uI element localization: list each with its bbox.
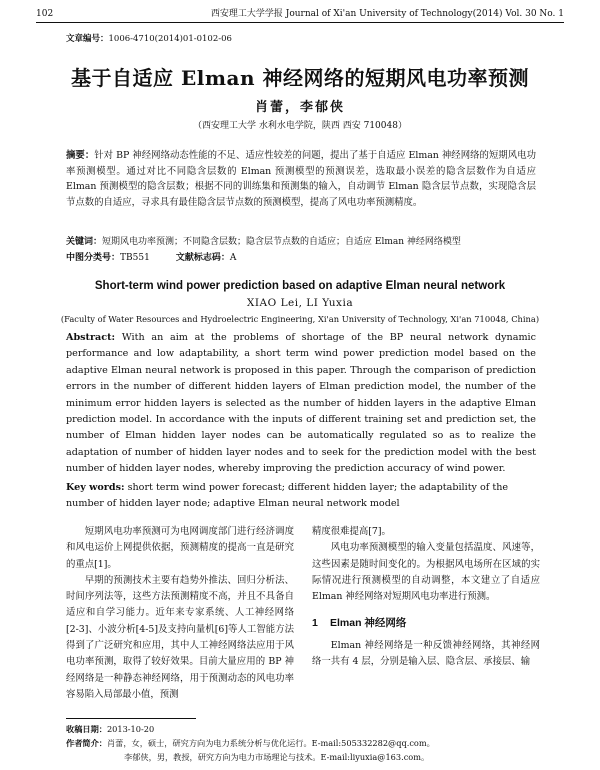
- english-affiliation: (Faculty of Water Resources and Hydroelectric Engineering, Xi'an University of Technology, Xi'an 710048, China): [60, 314, 540, 324]
- author-bio-label: 作者简介：: [66, 738, 107, 748]
- english-keywords-label: Key words:: [66, 482, 125, 493]
- chinese-affiliation: （西安理工大学 水利水电学院，陕西 西安 710048）: [193, 121, 407, 131]
- body-right-column: [312, 524, 540, 670]
- header-rule: [36, 22, 564, 23]
- received-value: 2013-10-20: [106, 724, 155, 734]
- author-bio-2: 李郁侠，男，教授，研究方向为电力市场理论与技术。E-mail:liyuxia@163.com。: [124, 752, 430, 762]
- doc-code-value: A: [229, 253, 237, 263]
- body-paragraph-continued: 精度很难提高[7]。: [312, 526, 391, 537]
- section-heading: [312, 615, 540, 631]
- clc-value: TB551: [120, 253, 150, 263]
- page-number: 102: [36, 9, 54, 19]
- journal-title: 西安理工大学学报 Journal of Xi'an University of Technology(2014) Vol. 30 No. 1: [210, 9, 564, 19]
- author-bio-1: [66, 736, 546, 750]
- section-number: 1: [312, 617, 318, 630]
- english-authors: XIAO Lei, LI Yuxia: [246, 297, 354, 309]
- body-paragraph: 早期的预测技术主要有趋势外推法、回归分析法、时间序列法等，这些方法预测精度不高，并且不具备自适应和自学习能力。近年来专家系统、人工神经网络[2-3]、小波分析[4-5]及支持向量机[6]等人工智能方法得到了广泛研究和应用，其中人工神经网络法应用于风电功率预测，取得了较好效果。目前大量应用的 BP 神经网络是一种静态神经网络，用于预测动态的风电功率容易陷入局部最小值，预测: [66, 574, 294, 700]
- received-date: [66, 722, 546, 736]
- body-paragraph: 短期风电功率预测可为电网调度部门进行经济调度和风电运价上网提供依据，预测精度的提高一直是研究的重点[1]。: [66, 526, 294, 570]
- chinese-abstract: [66, 148, 536, 210]
- english-abstract-label: Abstract:: [66, 332, 116, 343]
- chinese-keywords-label: 关键词：: [66, 237, 103, 247]
- article-number-value: 1006-4710(2014)01-0102-06: [108, 34, 232, 44]
- classification-line: [66, 252, 536, 265]
- chinese-abstract-label: 摘要：: [66, 150, 95, 161]
- chinese-authors: 肖蕾，李郁侠: [254, 100, 345, 115]
- chinese-keywords-text: 短期风电功率预测；不同隐含层数；隐含层节点数的自适应；自适应 Elman 神经网络模型: [102, 237, 461, 247]
- english-keywords-text: short term wind power forecast; different hidden layer; the adaptability of the number of hidden layer node; adaptive Elman neural network model: [66, 482, 509, 510]
- chinese-title: 基于自适应 Elman 神经网络的短期风电功率预测: [71, 66, 529, 90]
- author-bio-text: 肖蕾，女，硕士，研究方向为电力系统分析与优化运行。E-mail:505332282@qq.com。: [106, 738, 435, 748]
- clc-label: 中图分类号：: [66, 253, 121, 263]
- english-abstract: [66, 330, 536, 478]
- chinese-keywords: [66, 236, 536, 249]
- received-label: 收稿日期：: [66, 724, 107, 734]
- doc-code-label: 文献标志码：: [175, 253, 230, 263]
- english-keywords: [66, 480, 536, 513]
- english-title: Short-term wind power prediction based on adaptive Elman neural network: [94, 280, 506, 292]
- article-number-label: 文章编号：: [66, 34, 109, 44]
- footnotes: [66, 722, 546, 764]
- running-head: [36, 8, 564, 22]
- article-number: [66, 32, 232, 44]
- chinese-abstract-text: 针对 BP 神经网络动态性能的不足、适应性较差的问题，提出了基于自适应 Elman 神经网络的短期风电功率预测模型。通过对比不同隐含层数的 Elman 预测模型的预测误差，选取最小误差的隐含层数作为自适应 Elman 预测模型的隐含层数；根据不同的训练集和预测集的输入，自动调节 Elman 隐含层节点数，实现隐含层节点数的自适应，寻求具有最佳隐含层节点数的预测模型，提高了风电功率预测精度。: [66, 150, 536, 208]
- english-abstract-text: With an aim at the problems of shortage of the BP neural network dynamic performance and low adaptability, a short term wind power prediction model based on the adaptive Elman neural network is proposed in this paper. Through the comparison of prediction errors in the number of different hidden layers of Elman prediction model, the number of the minimum error hidden layers is selected as the number of hidden layers in the adaptive Elman prediction model. In accordance with the inputs of different training set and prediction set, the number of Elman hidden layer nodes can be automatically regulated so as to realize the adaptation of number of hidden layer nodes and to seek for the prediction model with the best number of hidden layer nodes, whereby improving the prediction accuracy of wind power.: [66, 332, 536, 475]
- body-paragraph: 风电功率预测模型的输入变量包括温度、风速等，这些因素是随时间变化的。为根据风电场所在区域的实际情况进行预测模型的自动调整，本文建立了自适应 Elman 神经网络对短期风电功率进行预测。: [312, 542, 540, 603]
- section-title: Elman 神经网络: [330, 617, 407, 630]
- body-left-column: [66, 524, 294, 703]
- footnote-rule: [66, 718, 196, 719]
- body-paragraph: Elman 神经网络是一种反馈神经网络，其神经网络一共有 4 层，分别是输入层、隐含层、承接层、输: [312, 639, 540, 668]
